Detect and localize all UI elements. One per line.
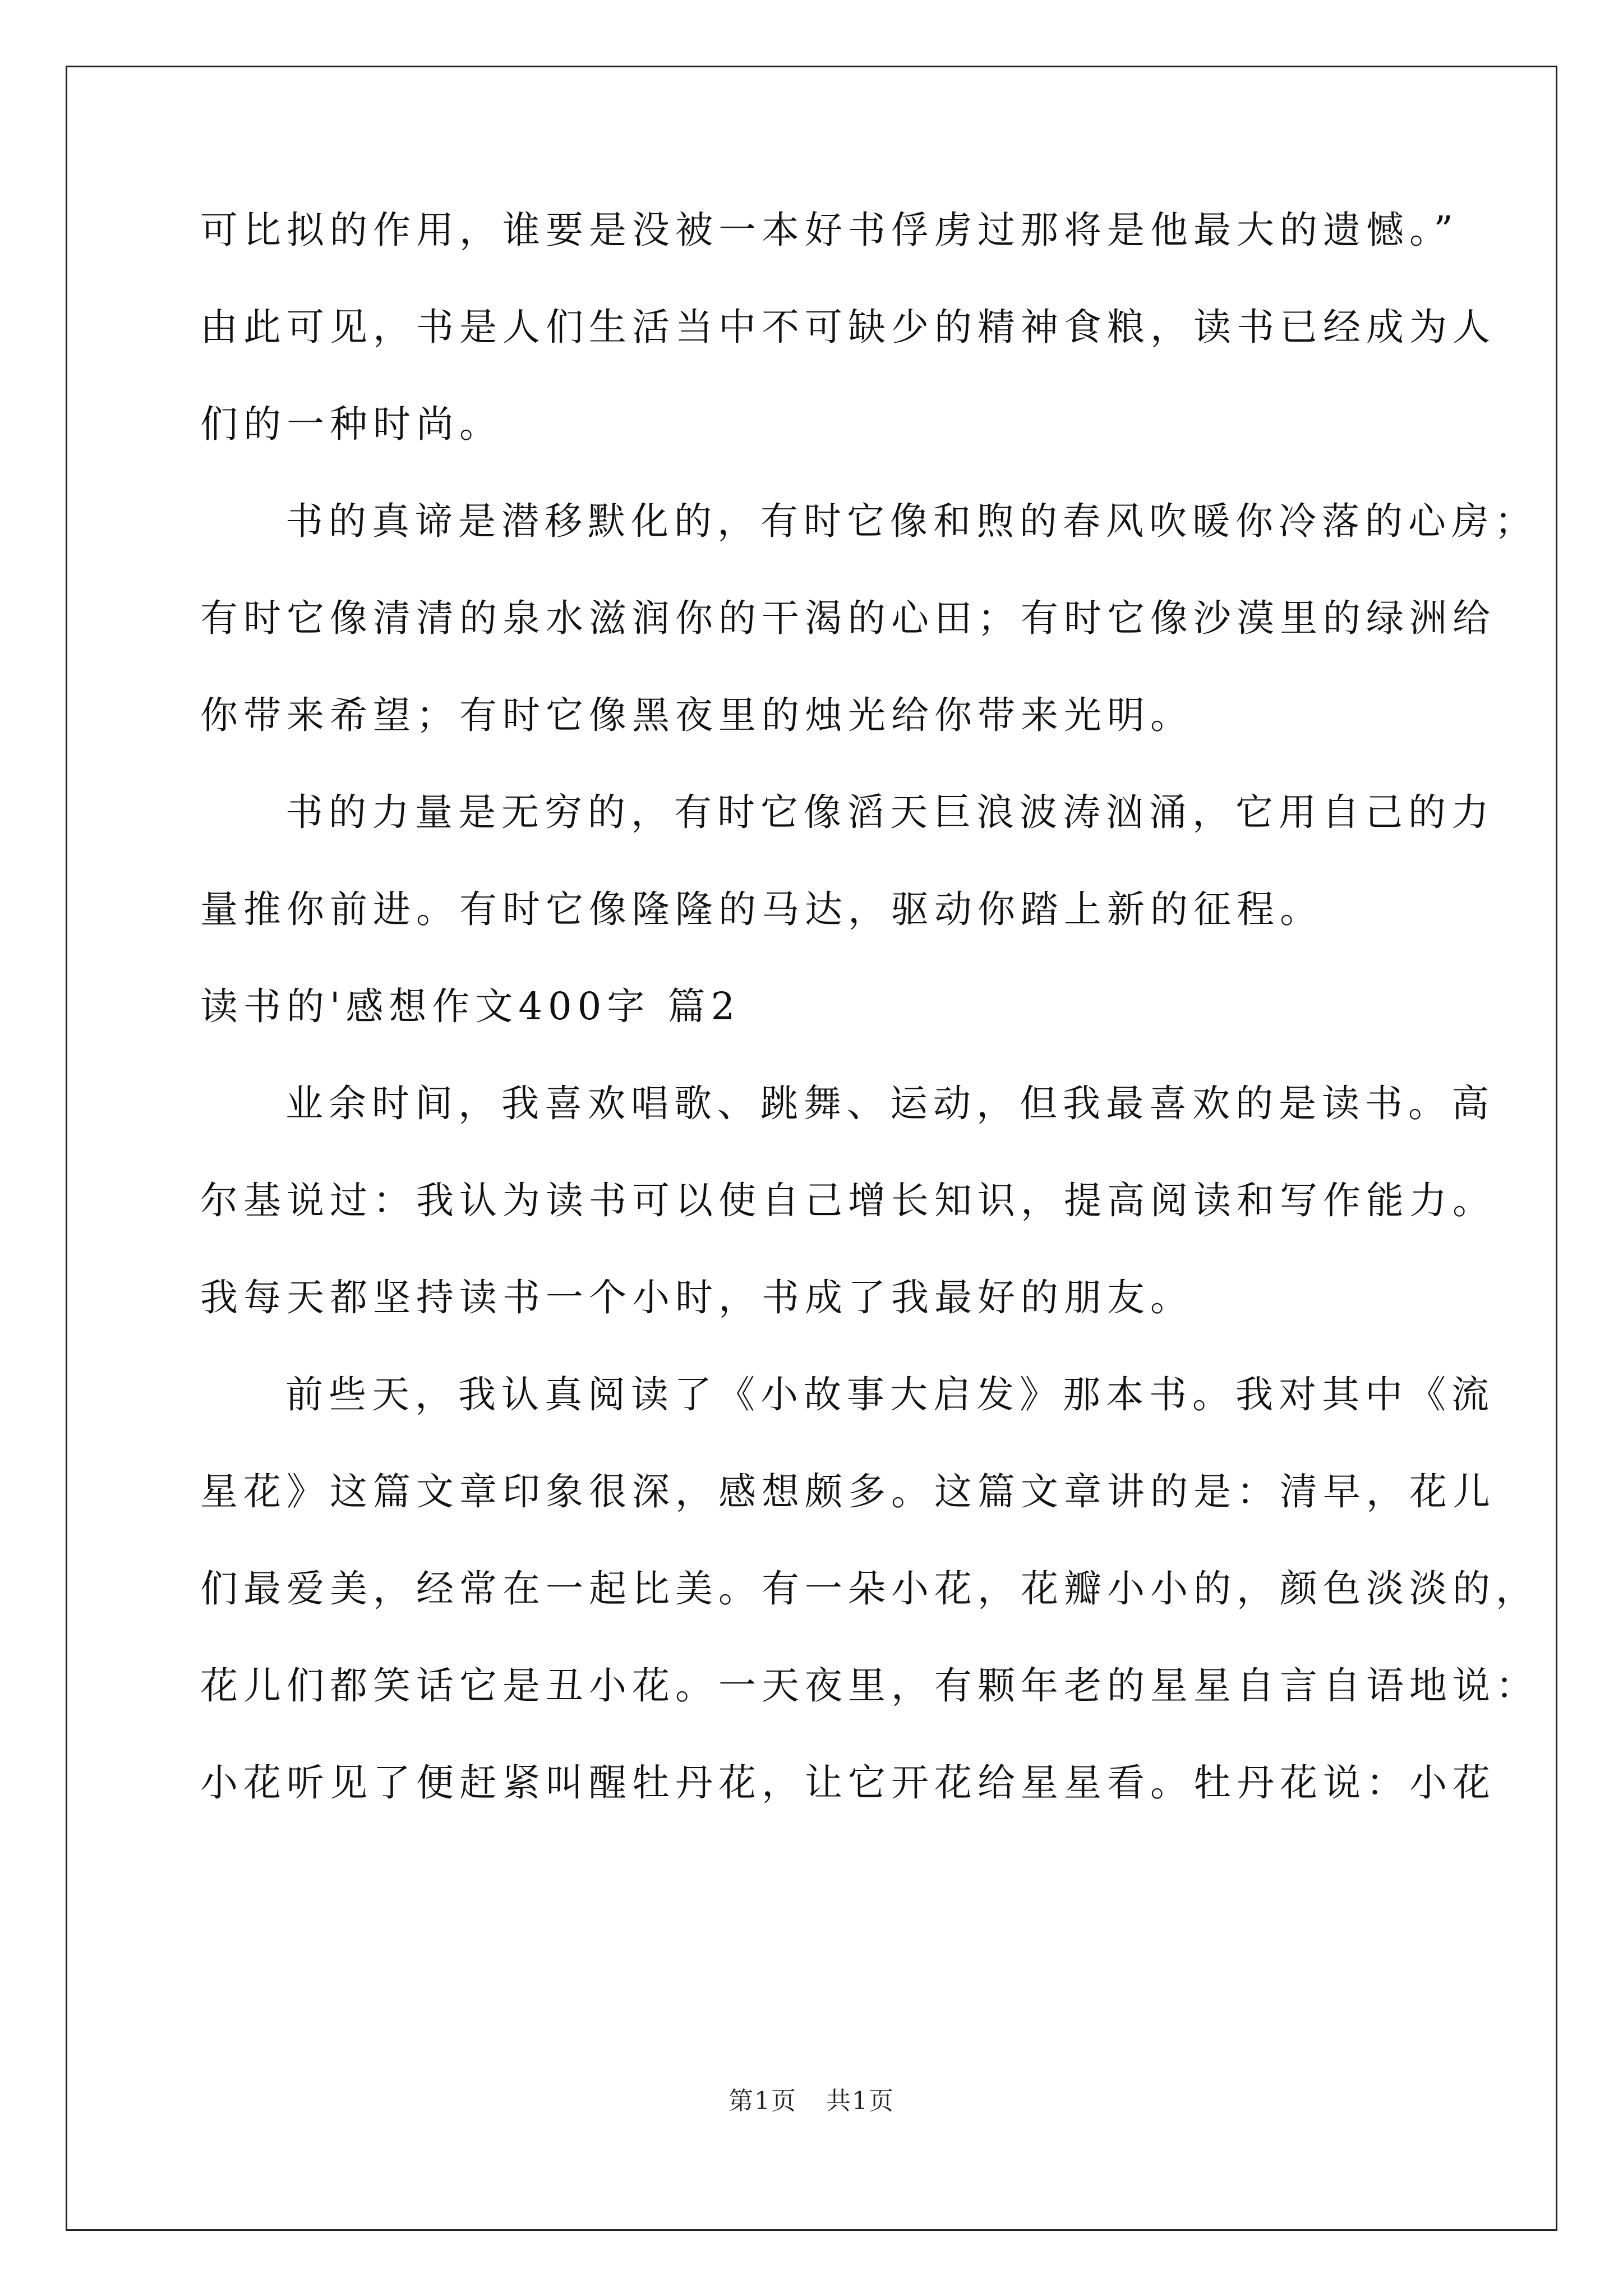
text-line: 小花听见了便赶紧叫醒牡丹花，让它开花给星星看。牡丹花说：小花: [200, 1761, 1496, 1805]
page-number-current: 第1页: [728, 2087, 797, 2115]
text-line: 你带来希望；有时它像黑夜里的烛光给你带来光明。: [200, 693, 1193, 737]
page-footer: [0, 2086, 1623, 2117]
text-line: 我每天都坚持读书一个小时，书成了我最好的朋友。: [200, 1276, 1193, 1319]
text-line: 有时它像清清的泉水滋润你的干渴的心田；有时它像沙漠里的绿洲给: [200, 596, 1496, 640]
text-line: 尔基说过：我认为读书可以使自己增长知识，提高阅读和写作能力。: [200, 1179, 1496, 1222]
section-heading: 读书的'感想作文400字 篇2: [200, 984, 741, 1028]
paragraph-start-line: 业余时间，我喜欢唱歌、跳舞、运动，但我最喜欢的是读书。高: [285, 1082, 1495, 1125]
text-line: 量推你前进。有时它像隆隆的马达，驱动你踏上新的征程。: [200, 887, 1323, 931]
page-number-total: 共1页: [826, 2087, 895, 2115]
text-line: 可比拟的作用，谁要是没被一本好书俘虏过那将是他最大的遗憾。”: [200, 208, 1459, 252]
paragraph-start-line: 前些天，我认真阅读了《小故事大启发》那本书。我对其中《流: [285, 1373, 1495, 1416]
paragraph-start-line: 书的力量是无穷的，有时它像滔天巨浪波涛汹涌，它用自己的力: [285, 790, 1495, 834]
paragraph-start-line: 书的真谛是潜移默化的，有时它像和煦的春风吹暖你冷落的心房；: [285, 499, 1538, 543]
page-border: [66, 66, 1557, 2231]
text-line: 们的一种时尚。: [200, 402, 502, 446]
text-line: 由此可见，书是人们生活当中不可缺少的精神食粮，读书已经成为人: [200, 305, 1496, 349]
text-line: 星花》这篇文章印象很深，感想颇多。这篇文章讲的是：清早，花儿: [200, 1470, 1496, 1513]
text-line: 们最爱美，经常在一起比美。有一朵小花，花瓣小小的，颜色淡淡的，: [200, 1567, 1539, 1611]
text-line: 花儿们都笑话它是丑小花。一天夜里，有颗年老的星星自言自语地说：: [200, 1664, 1539, 1708]
